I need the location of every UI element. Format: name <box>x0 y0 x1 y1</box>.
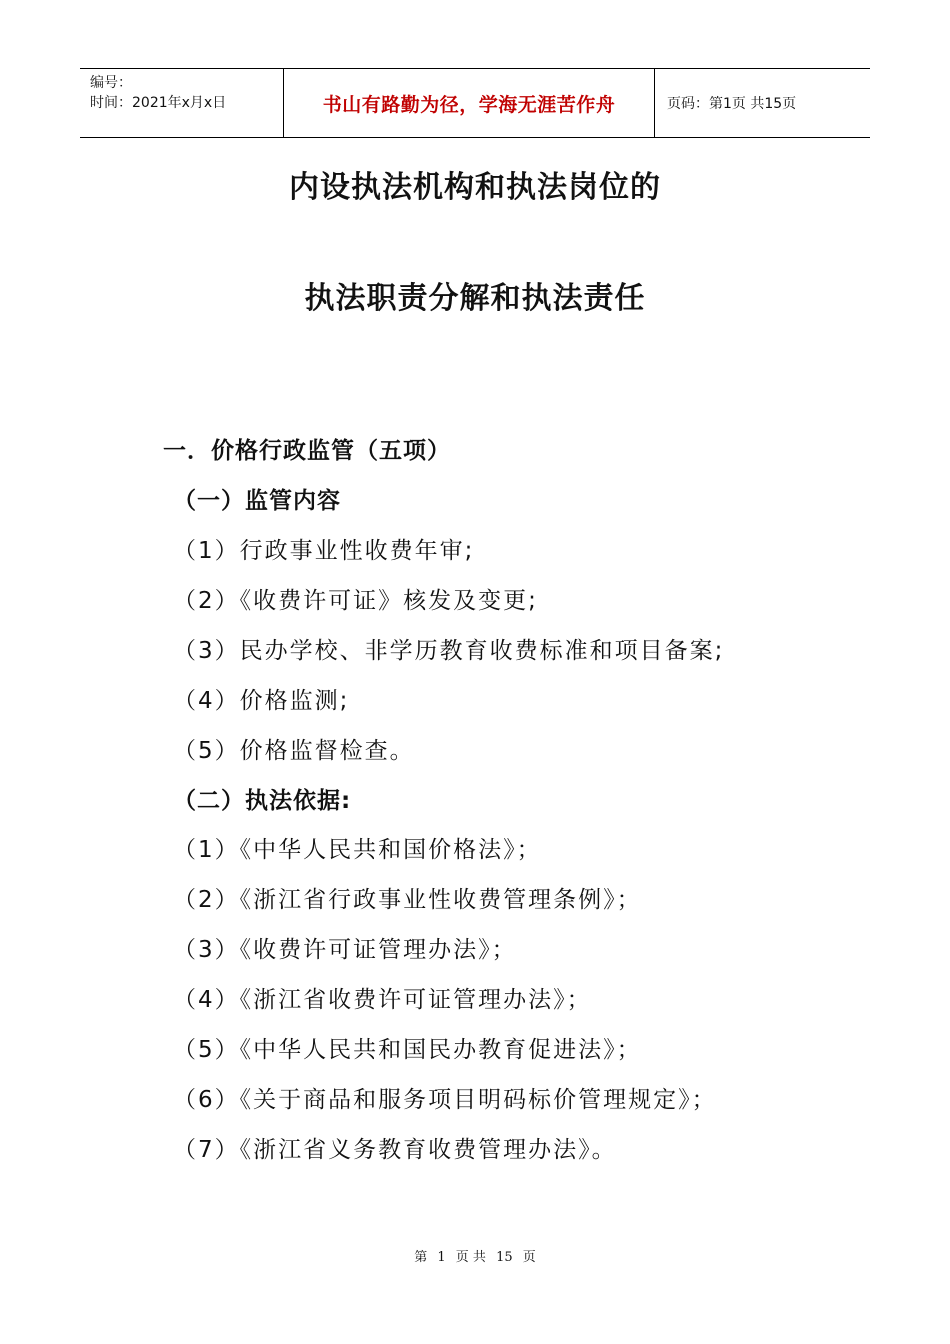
list-item: （6）《关于商品和服务项目明码标价管理规定》； <box>173 1087 717 1113</box>
footer-prefix: 第 <box>414 1250 428 1265</box>
subsection-heading: （一）监管内容 <box>173 488 341 514</box>
list-item: （4）价格监测; <box>173 688 350 714</box>
footer-page-number: 1 <box>437 1250 446 1265</box>
header-motto-cell <box>283 69 655 137</box>
list-item: （1）《中华人民共和国价格法》； <box>173 837 542 863</box>
footer-suffix: 页 <box>522 1250 536 1265</box>
list-item: （1）行政事业性收费年审; <box>173 538 475 564</box>
document-title-line1: 内设执法机构和执法岗位的 <box>289 170 661 205</box>
section-heading: 一．价格行政监管（五项） <box>163 438 451 464</box>
page-footer <box>0 1246 950 1265</box>
list-item: （2）《收费许可证》核发及变更; <box>173 588 538 614</box>
header-meta <box>80 69 283 137</box>
document-title-line2: 执法职责分解和执法责任 <box>304 281 646 316</box>
footer-total-pages: 15 <box>496 1250 513 1265</box>
list-item: （5）《中华人民共和国民办教育促进法》； <box>173 1037 642 1063</box>
list-item: （2）《浙江省行政事业性收费管理条例》； <box>173 887 642 913</box>
page-header <box>80 68 870 138</box>
header-page-info: 页码：第1页 共15页 <box>667 96 797 112</box>
document-time: 时间：2021年x月x日 <box>90 95 227 111</box>
footer-mid: 页 共 <box>455 1250 486 1265</box>
subsection-heading: （二）执法依据: <box>173 788 352 814</box>
document-number: 编号： <box>90 75 132 91</box>
header-motto: 书山有路勤为径，学海无涯苦作舟 <box>322 93 616 116</box>
list-item: （4）《浙江省收费许可证管理办法》； <box>173 987 592 1013</box>
list-item: （3）《收费许可证管理办法》； <box>173 937 517 963</box>
list-item: （7）《浙江省义务教育收费管理办法》。 <box>173 1137 617 1163</box>
list-item: （5）价格监督检查。 <box>173 738 415 764</box>
list-item: （3）民办学校、非学历教育收费标准和项目备案; <box>173 638 725 664</box>
